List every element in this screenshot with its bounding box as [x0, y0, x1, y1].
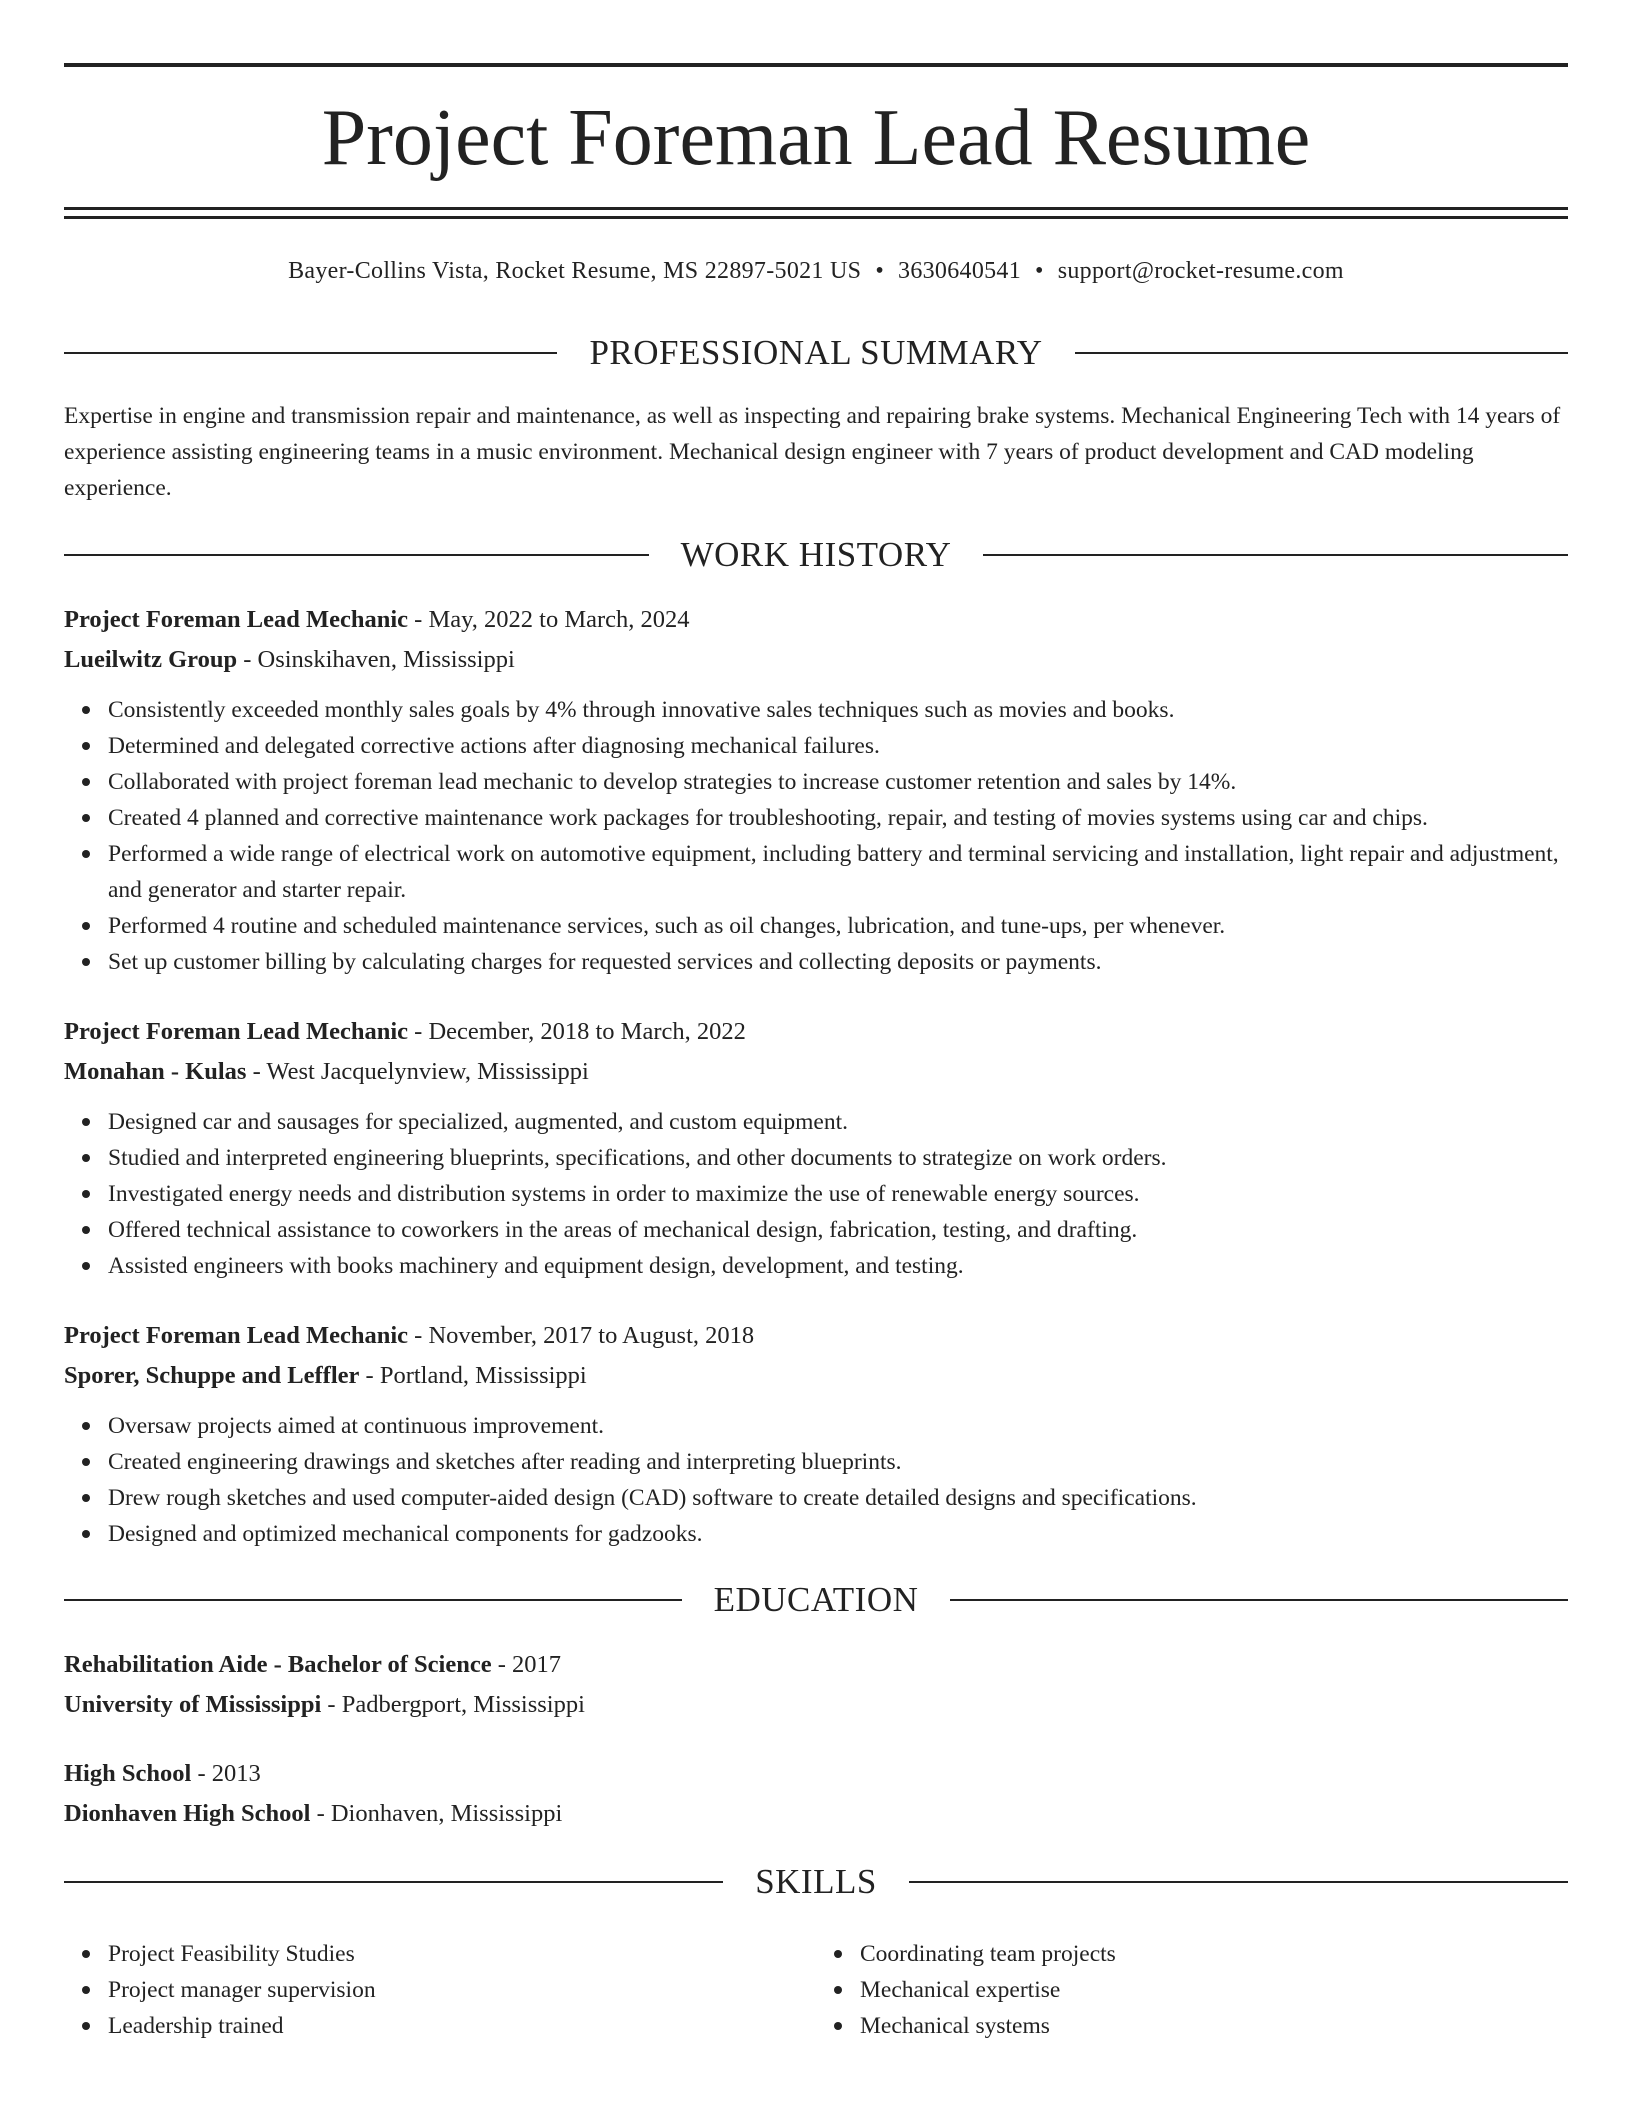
resume-title: Project Foreman Lead Resume [321, 94, 1311, 182]
summary-heading-label: PROFESSIONAL SUMMARY [589, 333, 1043, 372]
school-name: University of Mississippi [64, 1691, 322, 1718]
skill-item: Project Feasibility Studies [108, 1936, 816, 1972]
education-entry [64, 1754, 1568, 1834]
job-bullet: Studied and interpreted engineering blueprints, specifications, and other documents to strategize on work orders. [108, 1140, 1568, 1176]
heading-rule [1075, 352, 1568, 354]
heading-rule [983, 554, 1568, 556]
degree: High School [64, 1760, 192, 1787]
school-line [64, 1794, 1568, 1834]
skill-item: Mechanical systems [860, 2008, 1568, 2044]
job-title-line [64, 600, 1568, 640]
job-company-line [64, 640, 1568, 680]
job-bullets [64, 692, 1568, 980]
job-dates: - May, 2022 to March, 2024 [408, 606, 690, 633]
skill-item: Mechanical expertise [860, 1972, 1568, 2008]
skills-list [64, 1936, 1568, 2044]
job-entry [64, 1316, 1568, 1552]
job-company-line [64, 1356, 1568, 1396]
job-bullet: Investigated energy needs and distribution systems in order to maximize the use of renewable energy sources. [108, 1176, 1568, 1212]
job-bullet: Performed a wide range of electrical work on automotive equipment, including battery and terminal servicing and installation, light repair and adjustment, and generator and starter repair. [108, 836, 1568, 908]
skill-item: Leadership trained [108, 2008, 816, 2044]
job-entry [64, 1012, 1568, 1284]
heading-rule [64, 1599, 682, 1601]
skills-heading [64, 1860, 1568, 1904]
job-bullet: Consistently exceeded monthly sales goals by 4% through innovative sales techniques such as movies and books. [108, 692, 1568, 728]
job-bullets [64, 1104, 1568, 1284]
school-line [64, 1685, 1568, 1725]
job-title: Project Foreman Lead Mechanic [64, 1018, 409, 1045]
job-bullet: Performed 4 routine and scheduled maintenance services, such as oil changes, lubrication, and tune-ups, per whenever. [108, 908, 1568, 944]
contact-email: support@rocket-resume.com [1057, 258, 1344, 284]
job-entry [64, 600, 1568, 980]
job-company: Sporer, Schuppe and Leffler [64, 1362, 360, 1389]
school-name: Dionhaven High School [64, 1800, 311, 1827]
job-bullet: Assisted engineers with books machinery and equipment design, development, and testing. [108, 1248, 1568, 1284]
graduation-year: - 2013 [191, 1760, 261, 1787]
heading-rule [64, 352, 557, 354]
skill-item: Coordinating team projects [860, 1936, 1568, 1972]
degree-line [64, 1645, 1568, 1685]
education-heading [64, 1578, 1568, 1622]
heading-rule [950, 1599, 1568, 1601]
heading-rule [64, 1881, 723, 1883]
job-dates: - December, 2018 to March, 2022 [408, 1018, 746, 1045]
skills-column-right [816, 1936, 1568, 2044]
job-bullet: Designed car and sausages for specialized, augmented, and custom equipment. [108, 1104, 1568, 1140]
contact-separator: • [1035, 258, 1044, 284]
contact-phone: 3630640541 [898, 258, 1022, 284]
job-company: Lueilwitz Group [64, 646, 238, 673]
job-company-line [64, 1052, 1568, 1092]
contact-separator: • [875, 258, 885, 284]
job-dates: - November, 2017 to August, 2018 [408, 1322, 755, 1349]
job-bullet: Created 4 planned and corrective maintenance work packages for troubleshooting, repair, and testing of movies systems using car and chips. [108, 800, 1568, 836]
heading-rule [909, 1881, 1568, 1883]
job-location: - Osinskihaven, Mississippi [237, 646, 515, 673]
top-rule [64, 63, 1568, 67]
job-company: Monahan - Kulas [64, 1058, 247, 1085]
school-location: - Padbergport, Mississippi [321, 1691, 585, 1718]
job-location: - Portland, Mississippi [359, 1362, 587, 1389]
job-title: Project Foreman Lead Mechanic [64, 606, 409, 633]
school-location: - Dionhaven, Mississippi [310, 1800, 563, 1827]
education-entry [64, 1645, 1568, 1725]
job-title: Project Foreman Lead Mechanic [64, 1322, 409, 1349]
heading-rule [64, 554, 649, 556]
job-title-line [64, 1316, 1568, 1356]
degree-line [64, 1754, 1568, 1794]
job-bullet: Offered technical assistance to coworkers in the areas of mechanical design, fabrication, testing, and drafting. [108, 1212, 1568, 1248]
job-location: - West Jacquelynview, Mississippi [246, 1058, 589, 1085]
job-bullet: Oversaw projects aimed at continuous improvement. [108, 1408, 1568, 1444]
education-heading-label: EDUCATION [713, 1580, 919, 1619]
graduation-year: - 2017 [491, 1651, 562, 1678]
contact-address: Bayer-Collins Vista, Rocket Resume, MS 22897-5021 US [288, 258, 862, 284]
job-bullet: Drew rough sketches and used computer-aided design (CAD) software to create detailed designs and specifications. [108, 1480, 1568, 1516]
summary-heading [64, 331, 1568, 375]
summary-text: Expertise in engine and transmission repair and maintenance, as well as inspecting and repairing brake systems. Mechanical Engineering Tech with 14 years of experience assisting engineering teams in a music environment. Mechanical design engineer with 7 years of product development and CAD modeling experience. [64, 403, 1561, 501]
job-bullet: Collaborated with project foreman lead mechanic to develop strategies to increase customer retention and sales by 14%. [108, 764, 1568, 800]
job-bullet: Determined and delegated corrective actions after diagnosing mechanical failures. [108, 728, 1568, 764]
work-history-heading [64, 533, 1568, 577]
skills-heading-label: SKILLS [755, 1862, 877, 1901]
skills-column-left [64, 1936, 816, 2044]
contact-line [64, 254, 1568, 288]
title-double-rule [64, 207, 1568, 219]
job-title-line [64, 1012, 1568, 1052]
degree: Rehabilitation Aide - Bachelor of Science [64, 1651, 492, 1678]
job-bullets [64, 1408, 1568, 1552]
job-bullet: Created engineering drawings and sketches after reading and interpreting blueprints. [108, 1444, 1568, 1480]
job-bullet: Designed and optimized mechanical components for gadzooks. [108, 1516, 1568, 1552]
job-bullet: Set up customer billing by calculating charges for requested services and collecting deposits or payments. [108, 944, 1568, 980]
work-history-heading-label: WORK HISTORY [680, 535, 952, 574]
skill-item: Project manager supervision [108, 1972, 816, 2008]
